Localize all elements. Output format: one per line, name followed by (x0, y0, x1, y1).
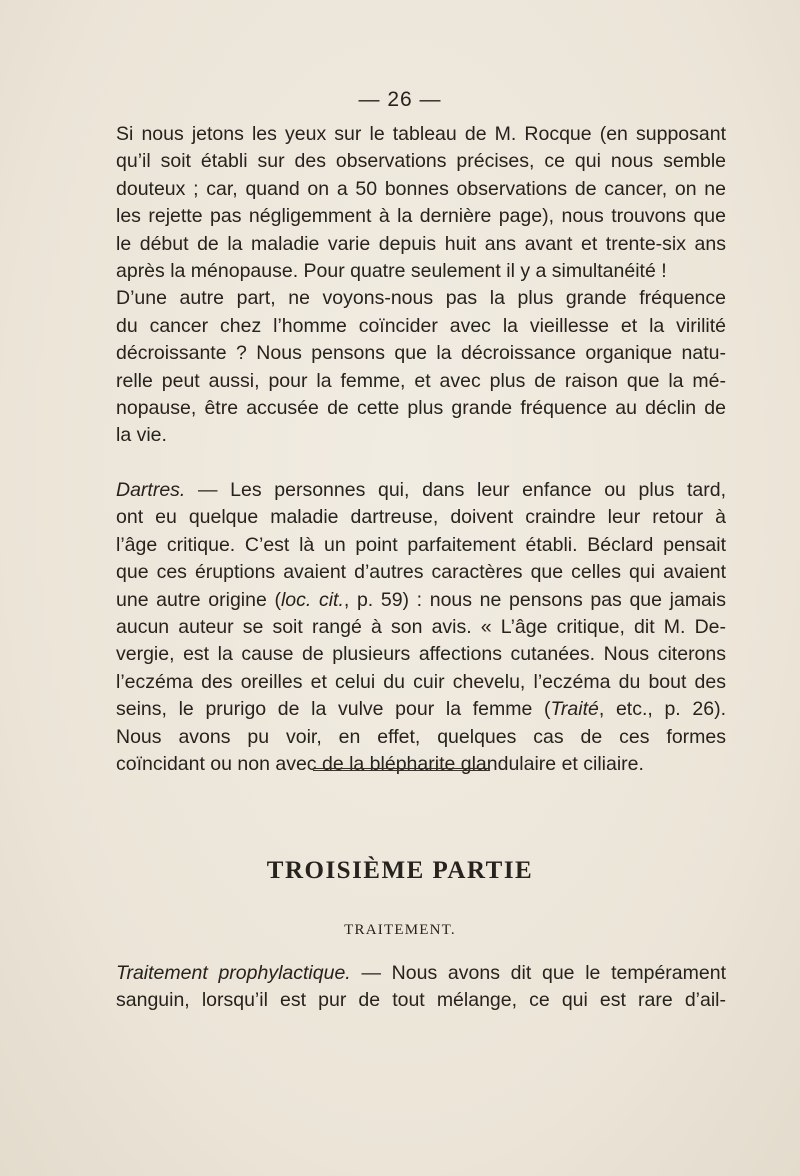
text-fragment: — Nous avons dit que le tempérament (350, 962, 727, 984)
text-fragment: , etc., p. 26). (598, 698, 726, 721)
page-number: — 26 — (358, 88, 442, 111)
text-fragment: , p. 59) : nous ne pensons pas que jamais (343, 588, 726, 611)
text-fragment: seins, le prurigo de la vulve pour la femme ( (116, 698, 551, 721)
part-title: TROISIÈME PARTIE (266, 857, 534, 884)
text-line (116, 587, 726, 614)
text-line: après la ménopause. Pour quatre seulement il y a simultanéité ! (116, 260, 667, 283)
text-line: Si nous jetons les yeux sur le tableau de M. Rocque (en supposant (116, 123, 726, 145)
text-line: l’âge critique. C’est là un point parfaitement établi. Béclard pensait (116, 533, 726, 556)
text-line: nopause, être accusée de cette plus grande fréquence au déclin de (116, 397, 726, 420)
text-line: coïncidant ou non avec de la blépharite glandulaire et ciliaire. (116, 753, 644, 776)
text-line: sanguin, lorsqu’il est pur de tout mélange, ce qui est rare d’ail- (116, 989, 726, 1012)
text-line (116, 696, 726, 723)
text-fragment: — Les personnes qui, dans leur enfance ou plus tard, (185, 479, 726, 501)
text-fragment: une autre origine ( (116, 588, 281, 611)
text-line: l’eczéma des oreilles et celui du cuir chevelu, l’eczéma du bout des (116, 670, 726, 693)
text-line: les rejette pas négligemment à la dernière page), nous trouvons que (116, 205, 726, 228)
text-line: vergie, est la cause de plusieurs affections cutanées. Nous citerons (116, 643, 726, 666)
text-line: douteux ; car, quand on a 50 bonnes observations de cancer, on ne (116, 177, 726, 200)
section-heading-traitement: Traitement prophylactique. (116, 962, 351, 984)
text-line: décroissante ? Nous pensons que la décroissance organique natu- (116, 342, 726, 365)
paragraph-traitement (116, 960, 726, 1015)
paragraph-rocque (116, 121, 726, 450)
text-line: la vie. (116, 424, 167, 447)
paragraph-dartres (116, 477, 726, 778)
text-line: que ces éruptions avaient d’autres caractères que celles qui avaient (116, 561, 726, 584)
text-line: du cancer chez l’homme coïncider avec la vieillesse et la virilité (116, 314, 726, 337)
text-line: qu’il soit établi sur des observations précises, ce qui nous semble (116, 150, 726, 173)
citation-italic: loc. cit. (280, 588, 344, 611)
section-heading-dartres: Dartres. (116, 479, 186, 501)
part-subtitle: TRAITEMENT. (344, 922, 456, 938)
text-line (116, 960, 726, 987)
text-line: relle peut aussi, pour la femme, et avec plus de raison que la mé- (116, 369, 726, 392)
section-divider (313, 768, 490, 771)
citation-italic: Traité (550, 698, 599, 721)
text-line (116, 477, 726, 504)
text-line: aucun auteur se soit rangé à son avis. « L’âge critique, dit M. De- (116, 616, 726, 639)
text-line: ont eu quelque maladie dartreuse, doivent craindre leur retour à (116, 506, 726, 529)
text-line: D’une autre part, ne voyons-nous pas la plus grande fréquence (116, 287, 726, 310)
text-line: le début de la maladie varie depuis huit ans avant et trente-six ans (116, 232, 726, 255)
text-line: Nous avons pu voir, en effet, quelques cas de ces formes (116, 725, 726, 748)
